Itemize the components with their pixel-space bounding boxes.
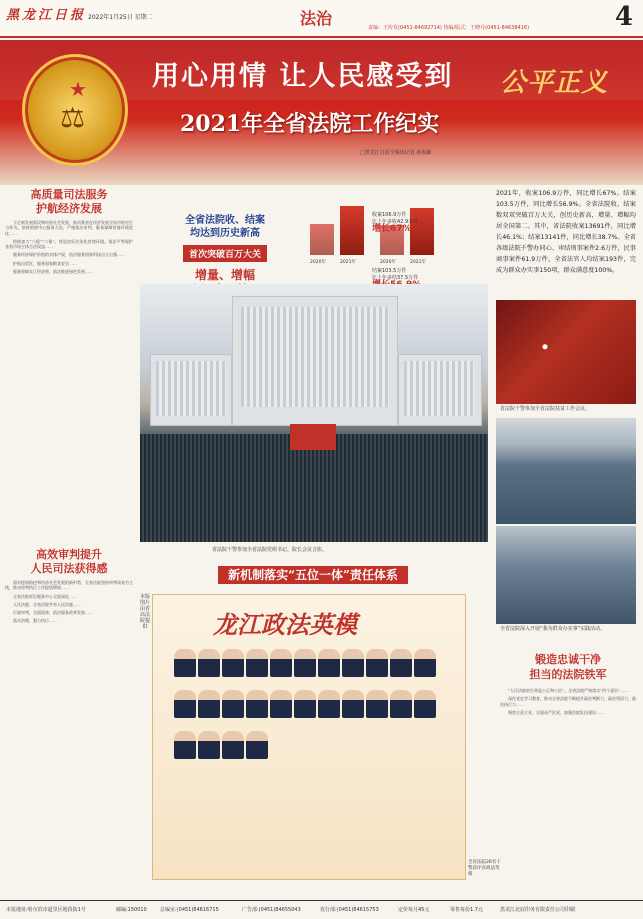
paragraph: 行政审判，全面延伸，依法服务改革发展…… (13, 610, 93, 616)
honoree-portrait (174, 649, 196, 677)
photo-activity (496, 526, 636, 624)
honoree-portrait (342, 649, 364, 677)
main-photo-caption: 省法院干警参加全省法院党组书记、院长会议合影。 (212, 547, 328, 553)
paragraph: 深化党史学习教育，推动全省法院不断提升政治判断力、政治领悟力、政治执行力…… (500, 696, 636, 707)
court-emblem (22, 54, 128, 166)
mid-section-title: 新机制落实“五位一体”责任体系 (218, 566, 408, 584)
honoree-portrait (414, 649, 436, 677)
paragraph: 护航自贸区，服务国家粮食安全…… (13, 260, 77, 266)
group-photo (140, 284, 488, 542)
honoree-portrait (198, 731, 220, 759)
stat-line: 比上年多收42.9万件 (372, 219, 419, 225)
honor-roll (152, 594, 466, 880)
honoree-portrait (222, 690, 244, 718)
paragraph: 服务经济保护价值的实体产权，依法服务国家科技自立自强…… (13, 252, 125, 258)
honor-title: 龙江政法英模 (213, 610, 357, 639)
right-title-line: 担当的法院铁军 (529, 668, 607, 681)
info-line: 全省法院收、结案 (185, 215, 265, 226)
bar (340, 206, 364, 255)
paragraph: 持续加力“六稳”“六保”，营造良好法治化营商环境。依法平等保护各类市场主体合法权益…… (5, 238, 133, 250)
footer-printer: 黑龙江北辰印务有限责任公司印刷 (500, 907, 576, 913)
subhead-line: 人民司法获得感 (30, 562, 108, 575)
article-trial (5, 580, 133, 900)
info-line: 均达到历史新高 (190, 228, 260, 239)
info-ribbon: 首次突破百万大关 (183, 245, 267, 262)
star-icon: ★ (69, 77, 87, 101)
subhead-economy (5, 188, 133, 216)
paragraph: 人民法庭，全省法院共有人民法庭…… (13, 601, 81, 607)
bar (310, 224, 334, 255)
footer-ad-phone: 广告部:(0451)84655043 (242, 907, 301, 913)
footer-retail: 零售每份1.7元 (450, 907, 483, 913)
photo-caption: 全省法院深入开展“我为群众办实事”实践活动。 (500, 626, 606, 632)
honoree-portrait (366, 690, 388, 718)
honoree-portrait (294, 690, 316, 718)
honoree-portrait (270, 690, 292, 718)
bar-label: 2021年 (410, 260, 426, 265)
honoree-portrait (294, 649, 316, 677)
side-building (150, 354, 232, 426)
right-article (500, 688, 636, 878)
footer-dist-phone: 发行部:(0451)84615753 (320, 907, 379, 913)
footer-price: 定价每月45元 (398, 907, 430, 913)
article-economy (5, 220, 133, 540)
stat-line: 结案103.5万件 (372, 268, 407, 274)
page-number: 4 (614, 2, 633, 32)
honoree-portrait (174, 690, 196, 718)
honoree-portrait (342, 690, 364, 718)
subhead-line: 护航经济发展 (36, 202, 102, 215)
info-line: 增量、增幅 (194, 268, 255, 282)
footer-postcode: 邮编:150010 (116, 907, 147, 913)
bar-chart (300, 200, 480, 270)
footer-editor-phone: 总编室:(0451)84616715 (160, 907, 219, 913)
page-headline: 2021年全省法院工作纪实 (180, 111, 440, 137)
stat-percent: 增长67% (372, 224, 412, 234)
footer (0, 900, 643, 919)
footer-address: 本报地址:哈尔滨市道里区地段街1号 (6, 907, 86, 913)
honoree-portrait (198, 690, 220, 718)
right-title-line: 锻造忠诚干净 (535, 653, 601, 666)
building-windows (404, 361, 474, 416)
honor-note: 全省法院26名干警获评省政法英模 (468, 860, 501, 877)
side-building (398, 354, 482, 426)
court-building (232, 296, 398, 426)
banner-slogan-script: 公平正义 (500, 68, 609, 98)
honoree-portrait (414, 690, 436, 718)
stat-line: 比上年多结37.5万件 (372, 275, 419, 281)
summary-text: 2021年，收案106.9万件，同比增长67%。结案103.5万件，同比增长56.9%。全省法院收、结案数双双突破百万大关，创历史新高，增量、增幅均居全国第二。其中，省法院收案13691件，同比增长46.1%；结案13141件，同比增长38.7%。全省各级法院千警办同心、审结刑事案件2.6万件，民事商事案件61.9万件，全省法官人均结案193件，完成为群众办实事150项，群众满意度100%。 (496, 190, 636, 274)
honor-side-caption: 本版图片由省高法院提供 (140, 594, 151, 630)
subhead-line: 高质量司法服务 (30, 188, 108, 201)
newspaper-logo: 黑龙江日报 (6, 8, 87, 23)
honoree-portrait (246, 649, 268, 677)
byline: □黑龙江日报全媒体记者 孙海颖 (360, 150, 432, 156)
mid-article-a (140, 588, 254, 592)
paragraph: 面对疫情防控和经济社会发展的新形势，全省法院坚持审判质效为主线，推动审判执行工作提质增效…… (5, 580, 133, 591)
paragraph: 聚焦主责主业，全面从严治党，加强法院队伍建设…… (508, 709, 604, 715)
honoree-portrait (198, 649, 220, 677)
right-section (500, 652, 636, 878)
subhead-trial (5, 548, 133, 576)
banner-slogan: 用心用情 让人民感受到 (152, 61, 454, 92)
party-flag (290, 424, 336, 450)
photo-meeting-hall (496, 418, 636, 524)
honoree-portrait (318, 649, 340, 677)
bar-label: 2020年 (380, 260, 396, 265)
left-column (5, 188, 133, 892)
photo-caption: 省法院干警参加全省法院扶贫工作会议。 (500, 406, 591, 412)
honoree-portrait (390, 649, 412, 677)
subhead-line: 高效审判提升 (36, 548, 102, 561)
paragraph: 全省法院诉讼服务中心全面深化…… (13, 593, 77, 599)
honoree-portrait (174, 731, 196, 759)
honoree-portrait (246, 731, 268, 759)
building-windows (241, 307, 389, 407)
honoree-portrait (222, 649, 244, 677)
honoree-portrait (318, 690, 340, 718)
issue-date: 2022年1月25日 星期二 (88, 14, 153, 21)
paragraph: “人民法院的生命是公正和公信”。全省法院严格落实“四个意识”…… (508, 688, 629, 693)
bar-label: 2020年 (310, 260, 326, 265)
honoree-portrait (246, 690, 268, 718)
section-title: 法治 (300, 9, 333, 28)
paragraph: 落实治理，强力执行…… (13, 618, 57, 624)
scales-icon: ⚖ (60, 101, 86, 134)
paragraph: 立足新发展阶段和经济社会发展，推动我省在经济发展全局中的定位与作为。坚持围绕中心服务大局，严格依法审判，服务保障营商环境优化…… (5, 220, 133, 236)
honoree-portrait (222, 731, 244, 759)
photo-emblem-wall (496, 300, 636, 404)
building-windows (156, 361, 226, 416)
honoree-portrait (390, 690, 412, 718)
bar-label: 2021年 (340, 260, 356, 265)
stat-received (372, 212, 492, 233)
honoree-portrait (366, 649, 388, 677)
stat-line: 收案106.9万件 (372, 212, 407, 218)
honoree-portrait (270, 649, 292, 677)
crowd (140, 434, 488, 542)
masthead (0, 0, 643, 38)
hero-banner (0, 40, 643, 185)
paragraph: 服务保障长江经济带，依法推进绿色发展…… (13, 269, 93, 275)
honor-portraits (173, 649, 453, 772)
editor-contact: 责编：王传发(0451-84692714) 热编/版式：王晓丹(0451-84638416) (368, 25, 530, 31)
